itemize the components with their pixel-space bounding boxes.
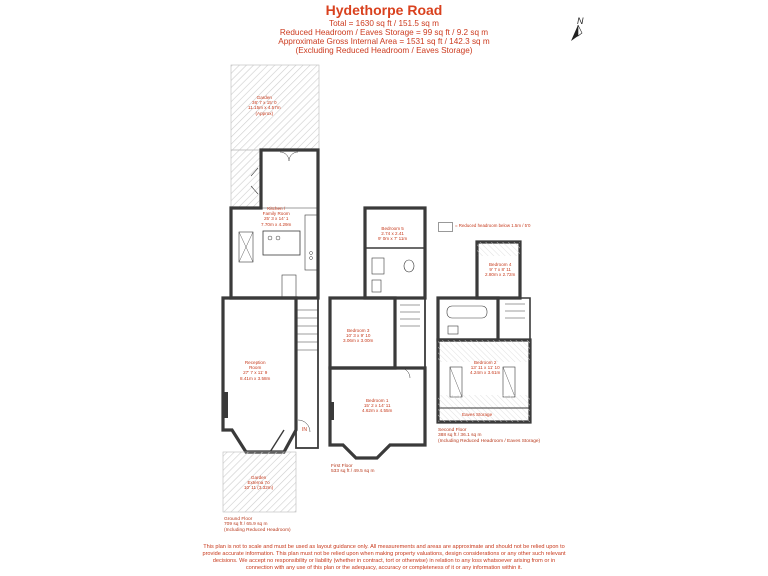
bedroom2-label: Bedroom 2 13' 11 x 11' 10 4.24m x 3.61m	[470, 360, 501, 376]
kitchen-island	[263, 231, 300, 255]
kitchen-label: Kitchen / Family Room 25' 3 x 14' 1 7.70m x 4.29m	[261, 206, 292, 227]
legend-text: = Reduced headroom below 1.5m / 5'0	[455, 223, 531, 228]
bedroom5-label: Bedroom 5 2.74 x 2.41 9' 0m x 7' 11m	[378, 226, 408, 242]
entrance-label: IN	[302, 427, 307, 433]
first-landing	[395, 298, 425, 368]
total-area-line: Total = 1630 sq ft / 151.5 sq m	[329, 19, 439, 28]
second-bathroom-walls	[438, 298, 498, 340]
reception-label: Reception Room 27' 7 x 11' 9 8.41m x 3.58m	[240, 360, 271, 381]
second-floor-label: Second Floor 388 sq ft / 36.1 sq m (Including Reduced Headroom / Eaves Storage)	[438, 428, 541, 444]
gross-internal-area-line: Approximate Gross Internal Area = 1531 sq ft / 142.3 sq m	[278, 37, 490, 46]
garden-top-label: Garden 36' 7 x 15' 0 11.15m x 4.57m (Approx)	[248, 95, 281, 116]
bedroom4-label: Bedroom 4 9' 7 x 8' 11 2.80m x 2.72m	[485, 262, 516, 278]
ground-floor-plan	[223, 65, 319, 512]
eaves-storage-label: Eaves Storage	[462, 412, 493, 417]
hallway	[296, 298, 318, 448]
page-title: Hydethorpe Road	[325, 2, 443, 18]
disclaimer: This plan is not to scale and must be used as layout guidance only. All measurements and areas are approximate and should not be relied upon to provide accurate information. This plan must not be relied upon when making property valuations, design considerations or any other such relevant decisions. We accept no responsibility or liability (whether in contract, tort or otherwise) in relation to any loss whatsoever arising from or in connection with any use of this plan or the adequacy, accuracy or completeness of it or any information within it.	[202, 544, 566, 571]
ground-floor-label: Ground Floor 709 sq ft / 65.9 sq m (Including Reduced Headroom)	[224, 517, 291, 533]
front-garden-label: Garden Externa 7o 10' 11 (3.32m)	[244, 475, 274, 491]
reduced-headroom-line: Reduced Headroom / Eaves Storage = 99 sq ft / 9.2 sq m	[279, 28, 489, 37]
excluding-note-line: (Excluding Reduced Headroom / Eaves Storage)	[295, 46, 473, 55]
bedroom5-walls	[365, 208, 425, 298]
bedroom3-label: Bedroom 3 10' 3 x 9' 10 3.06m x 3.00m	[343, 328, 374, 344]
side-return-area	[231, 150, 261, 208]
first-floor-label: First Floor 533 sq ft / 49.5 sq m	[331, 464, 375, 475]
second-floor-plan	[438, 242, 530, 422]
bedroom1-label: Bedroom 1 15' 2 x 14' 11 4.62m x 4.55m	[362, 398, 393, 414]
north-letter: N	[577, 16, 584, 26]
